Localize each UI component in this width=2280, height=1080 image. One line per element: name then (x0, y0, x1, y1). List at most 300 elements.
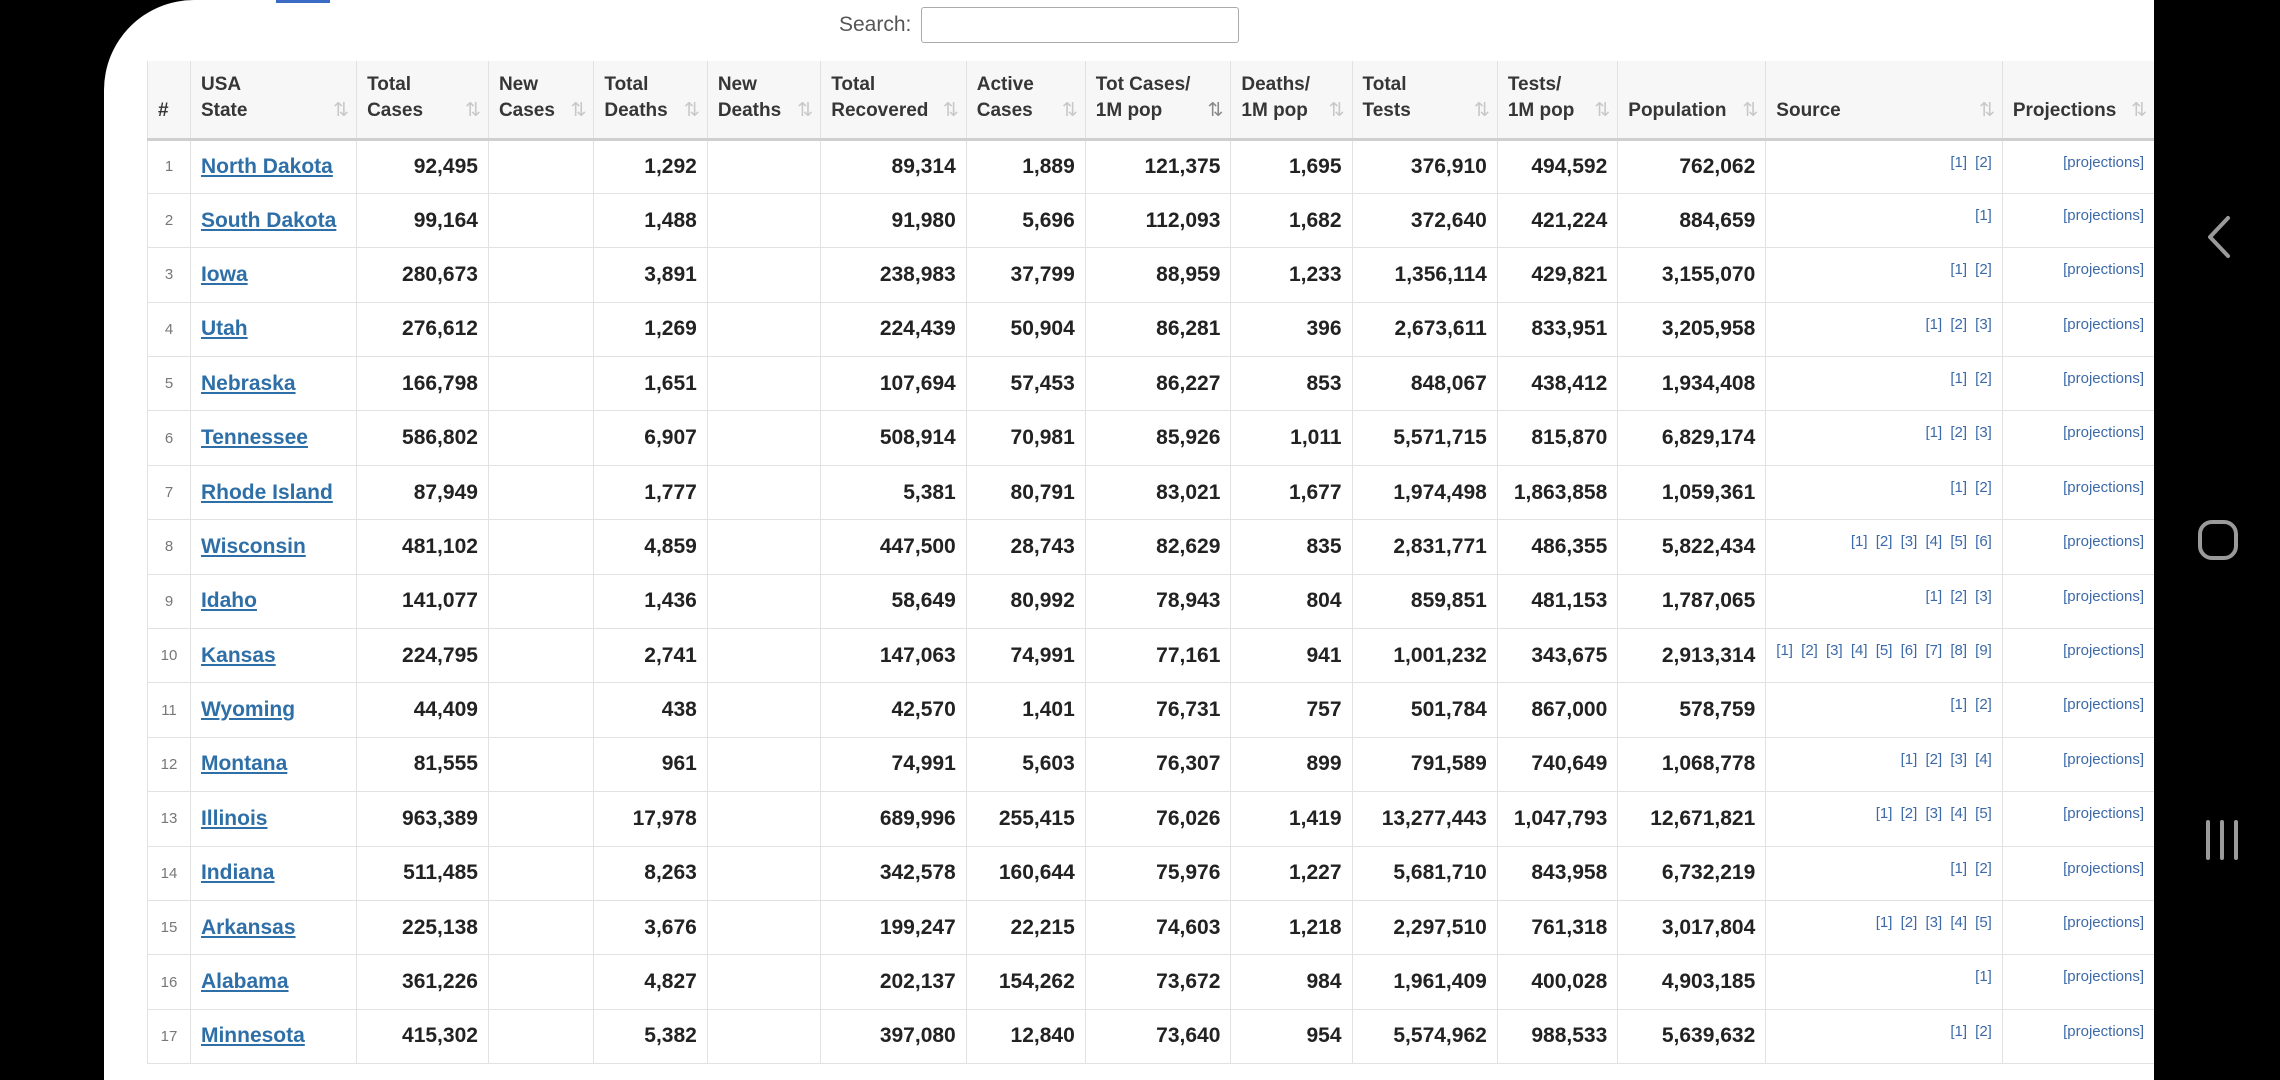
cell-cases-1m: 78,943 (1085, 574, 1231, 628)
cell-deaths: 3,891 (594, 248, 707, 302)
cell-deaths: 2,741 (594, 629, 707, 683)
column-header-line2: Deaths (604, 99, 668, 121)
source-cell (1766, 737, 2003, 791)
projections-cell (2002, 1009, 2154, 1063)
state-link[interactable]: Idaho (200, 589, 257, 613)
source-link[interactable]: [1] (1950, 478, 1967, 496)
column-header-tests-per-1m[interactable] (1497, 61, 1617, 139)
cell-deaths-1m: 396 (1231, 302, 1352, 356)
column-header-new-cases[interactable] (488, 61, 593, 139)
source-link[interactable]: [1] (1925, 424, 1943, 442)
column-header-line2: Source (1776, 99, 1841, 121)
projections-cell (2002, 574, 2154, 628)
sort-icon[interactable]: ⇅ (942, 99, 956, 121)
cell-tests: 1,961,409 (1352, 955, 1497, 1009)
column-header-total-deaths[interactable] (594, 61, 707, 139)
source-link[interactable]: [5] (1950, 533, 1967, 551)
cell-active: 50,904 (966, 302, 1085, 356)
projections-cell (2002, 139, 2154, 193)
cell-new-deaths (707, 465, 820, 519)
source-link[interactable]: [1] (1950, 370, 1967, 388)
state-cell (190, 248, 356, 302)
cell-tests-1m: 1,047,793 (1497, 792, 1617, 846)
state-link[interactable]: Illinois (200, 806, 268, 830)
column-header-line2: 1M pop (1507, 99, 1575, 121)
cell-active: 28,743 (966, 520, 1085, 574)
state-cell (190, 792, 356, 846)
cell-new-deaths (707, 846, 820, 900)
cell-deaths-1m: 835 (1231, 520, 1352, 574)
cell-cases: 87,949 (357, 465, 489, 519)
cell-cases-1m: 88,959 (1085, 248, 1231, 302)
source-link[interactable]: [8] (1950, 642, 1967, 660)
projections-cell (2002, 302, 2154, 356)
state-link[interactable]: Nebraska (200, 371, 296, 395)
source-link[interactable]: [3] (1900, 533, 1918, 551)
table-row (148, 955, 2155, 1009)
column-header-source[interactable] (1766, 61, 2003, 139)
table-row (148, 846, 2155, 900)
cell-deaths: 1,651 (594, 357, 707, 411)
sort-icon[interactable]: ⇅ (333, 99, 347, 121)
column-header-line1: Tests/ (1507, 73, 1562, 95)
source-link[interactable]: [1] (1950, 153, 1967, 171)
projections-link[interactable]: [projections] (2063, 805, 2144, 823)
cell-cases-1m: 85,926 (1085, 411, 1231, 465)
projections-link[interactable]: [projections] (2063, 424, 2144, 442)
projections-link[interactable]: [projections] (2063, 587, 2144, 605)
cell-tests: 501,784 (1352, 683, 1497, 737)
cell-tests: 1,001,232 (1352, 629, 1497, 683)
table-header (148, 61, 2155, 139)
cell-active: 255,415 (966, 792, 1085, 846)
state-link[interactable]: Indiana (200, 861, 275, 885)
source-link[interactable]: [4] (1850, 642, 1868, 660)
sort-icon[interactable]: ⇅ (1328, 99, 1342, 121)
source-link[interactable]: [1] (1875, 913, 1893, 931)
column-header-line2: 1M pop (1241, 99, 1308, 121)
source-cell (1766, 846, 2003, 900)
cell-cases-1m: 75,976 (1085, 846, 1231, 900)
projections-link[interactable]: [projections] (2063, 750, 2144, 768)
source-cell (1766, 302, 2003, 356)
projections-cell (2002, 193, 2154, 247)
row-index: 8 (148, 520, 191, 574)
cell-new-deaths (707, 357, 820, 411)
source-link[interactable]: [3] (1925, 913, 1943, 931)
cell-cases-1m: 121,375 (1085, 139, 1231, 193)
row-index: 4 (148, 302, 191, 356)
state-cell (190, 683, 356, 737)
cell-deaths-1m: 954 (1231, 1009, 1352, 1063)
cell-deaths-1m: 1,677 (1231, 465, 1352, 519)
cell-tests: 1,356,114 (1352, 248, 1497, 302)
projections-link[interactable]: [projections] (2063, 206, 2144, 224)
source-link[interactable]: [2] (1925, 750, 1943, 768)
cell-cases-1m: 73,672 (1085, 955, 1231, 1009)
back-icon[interactable] (2200, 212, 2240, 262)
cell-population: 1,068,778 (1618, 737, 1766, 791)
column-header-population[interactable] (1618, 61, 1766, 139)
cell-cases: 99,164 (357, 193, 489, 247)
state-link[interactable]: Rhode Island (200, 480, 333, 504)
cell-recovered: 91,980 (821, 193, 967, 247)
state-cell (190, 139, 356, 193)
source-link[interactable]: [3] (1826, 642, 1843, 660)
source-link[interactable]: [3] (1975, 424, 1992, 442)
cell-active: 74,991 (966, 629, 1085, 683)
state-cell (190, 465, 356, 519)
projections-cell (2002, 683, 2154, 737)
state-link[interactable]: Tennessee (200, 426, 308, 450)
cell-recovered: 508,914 (821, 411, 967, 465)
cell-new-cases (488, 139, 593, 193)
row-index: 5 (148, 357, 191, 411)
state-link[interactable]: North Dakota (200, 154, 333, 178)
source-link[interactable]: [3] (1950, 750, 1967, 768)
sort-icon[interactable]: ⇅ (1061, 99, 1075, 121)
cell-new-deaths (707, 411, 820, 465)
source-link[interactable]: [2] (1975, 478, 1992, 496)
source-link[interactable]: [2] (1950, 587, 1967, 605)
source-cell (1766, 955, 2003, 1009)
state-link[interactable]: Wisconsin (200, 534, 306, 558)
projections-cell (2002, 248, 2154, 302)
cell-deaths: 17,978 (594, 792, 707, 846)
cell-active: 80,992 (966, 574, 1085, 628)
source-link[interactable]: [1] (1975, 206, 1992, 224)
cell-tests: 372,640 (1352, 193, 1497, 247)
table-row (148, 737, 2155, 791)
sort-icon[interactable]: ⇅ (1978, 99, 1992, 121)
cell-cases-1m: 76,026 (1085, 792, 1231, 846)
source-link[interactable]: [6] (1900, 642, 1918, 660)
column-header-line2: Cases (367, 99, 424, 121)
cell-tests: 5,681,710 (1352, 846, 1497, 900)
source-link[interactable]: [2] (1975, 153, 1992, 171)
state-link[interactable]: Kansas (200, 643, 276, 667)
source-link[interactable]: [5] (1975, 805, 1992, 823)
source-link[interactable]: [1] (1925, 315, 1943, 333)
source-cell (1766, 1009, 2003, 1063)
row-index: 16 (148, 955, 191, 1009)
projections-link[interactable]: [projections] (2063, 370, 2144, 388)
source-link[interactable]: [1] (1776, 642, 1793, 660)
column-header-line1: Total (367, 73, 412, 95)
cell-recovered: 58,649 (821, 574, 967, 628)
cell-new-cases (488, 629, 593, 683)
sort-icon[interactable]: ⇅ (683, 99, 697, 121)
source-link[interactable]: [1] (1900, 750, 1918, 768)
source-link[interactable]: [1] (1975, 968, 1992, 986)
source-link[interactable]: [1] (1950, 696, 1967, 714)
state-link[interactable]: Iowa (200, 262, 248, 286)
source-link[interactable]: [2] (1975, 261, 1992, 279)
cell-cases: 511,485 (357, 846, 489, 900)
cell-cases: 963,389 (357, 792, 489, 846)
cell-cases-1m: 77,161 (1085, 629, 1231, 683)
cell-tests-1m: 843,958 (1497, 846, 1617, 900)
cell-deaths-1m: 1,695 (1231, 139, 1352, 193)
source-link[interactable]: [5] (1975, 913, 1992, 931)
cell-population: 1,059,361 (1618, 465, 1766, 519)
source-cell (1766, 248, 2003, 302)
cell-cases-1m: 83,021 (1085, 465, 1231, 519)
source-link[interactable]: [2] (1975, 370, 1992, 388)
cell-tests-1m: 486,355 (1497, 520, 1617, 574)
source-link[interactable]: [2] (1875, 533, 1893, 551)
search-bar (839, 5, 1239, 45)
source-link[interactable]: [4] (1925, 533, 1943, 551)
cell-cases-1m: 74,603 (1085, 900, 1231, 954)
cell-active: 1,401 (966, 683, 1085, 737)
source-link[interactable]: [1] (1950, 1022, 1967, 1040)
cell-tests-1m: 421,224 (1497, 193, 1617, 247)
projections-link[interactable]: [projections] (2063, 696, 2144, 714)
cell-population: 884,659 (1618, 193, 1766, 247)
cell-cases: 481,102 (357, 520, 489, 574)
column-header-line1: Total (831, 73, 876, 95)
state-cell (190, 411, 356, 465)
cell-cases-1m: 76,307 (1085, 737, 1231, 791)
source-link[interactable]: [2] (1950, 424, 1967, 442)
column-header-line2: Cases (976, 99, 1033, 121)
column-header-total-cases[interactable] (357, 61, 489, 139)
cell-cases: 44,409 (357, 683, 489, 737)
source-link[interactable]: [4] (1950, 913, 1967, 931)
state-link[interactable]: Arkansas (200, 915, 296, 939)
cell-recovered: 447,500 (821, 520, 967, 574)
source-link[interactable]: [1] (1850, 533, 1868, 551)
source-cell (1766, 900, 2003, 954)
source-link[interactable]: [3] (1975, 587, 1992, 605)
source-link[interactable]: [2] (1975, 859, 1992, 877)
cell-cases-1m: 82,629 (1085, 520, 1231, 574)
source-link[interactable]: [6] (1975, 533, 1992, 551)
cell-active: 70,981 (966, 411, 1085, 465)
table-row (148, 139, 2155, 193)
source-link[interactable]: [1] (1950, 261, 1967, 279)
cell-deaths: 5,382 (594, 1009, 707, 1063)
state-link[interactable]: Wyoming (200, 698, 296, 722)
cell-tests: 859,851 (1352, 574, 1497, 628)
projections-link[interactable]: [projections] (2063, 913, 2144, 931)
projections-link[interactable]: [projections] (2063, 533, 2144, 551)
cell-active: 5,603 (966, 737, 1085, 791)
sort-icon[interactable]: ⇅ (1594, 99, 1608, 121)
cell-new-deaths (707, 629, 820, 683)
cell-deaths-1m: 804 (1231, 574, 1352, 628)
cell-tests-1m: 400,028 (1497, 955, 1617, 1009)
cell-cases-1m: 86,227 (1085, 357, 1231, 411)
column-header-cases-per-1m[interactable] (1085, 61, 1231, 139)
source-cell (1766, 574, 2003, 628)
cell-tests-1m: 815,870 (1497, 411, 1617, 465)
source-link[interactable]: [2] (1975, 1022, 1992, 1040)
cell-new-cases (488, 737, 593, 791)
source-link[interactable]: [1] (1875, 805, 1893, 823)
source-link[interactable]: [5] (1875, 642, 1893, 660)
cell-population: 4,903,185 (1618, 955, 1766, 1009)
cell-cases-1m: 86,281 (1085, 302, 1231, 356)
home-icon[interactable] (2196, 518, 2240, 562)
sort-icon[interactable]: ⇅ (1207, 99, 1221, 121)
column-header-line1: Deaths/ (1241, 73, 1311, 95)
column-header-line1: # (158, 99, 169, 121)
cell-new-cases (488, 248, 593, 302)
state-link[interactable]: Utah (200, 317, 248, 341)
cell-new-deaths (707, 1009, 820, 1063)
cell-deaths: 438 (594, 683, 707, 737)
cell-cases-1m: 73,640 (1085, 1009, 1231, 1063)
cell-new-cases (488, 955, 593, 1009)
cell-recovered: 199,247 (821, 900, 967, 954)
recent-apps-icon[interactable] (2200, 818, 2244, 862)
source-link[interactable]: [2] (1801, 642, 1818, 660)
search-label: Search: (839, 13, 912, 36)
cell-deaths: 1,436 (594, 574, 707, 628)
cell-recovered: 107,694 (821, 357, 967, 411)
cell-deaths-1m: 941 (1231, 629, 1352, 683)
column-header-line2: State (200, 99, 248, 121)
state-cell (190, 520, 356, 574)
projections-link[interactable]: [projections] (2063, 642, 2144, 660)
state-link[interactable]: Alabama (200, 970, 289, 994)
source-link[interactable]: [2] (1900, 913, 1918, 931)
state-cell (190, 193, 356, 247)
sort-icon[interactable]: ⇅ (797, 99, 811, 121)
sort-icon[interactable]: ⇅ (465, 99, 478, 121)
cell-new-cases (488, 1009, 593, 1063)
cell-population: 1,934,408 (1618, 357, 1766, 411)
cell-tests: 5,571,715 (1352, 411, 1497, 465)
projections-link[interactable]: [projections] (2063, 1022, 2144, 1040)
cell-population: 2,913,314 (1618, 629, 1766, 683)
state-link[interactable]: Minnesota (200, 1024, 305, 1048)
source-link[interactable]: [4] (1950, 805, 1967, 823)
cell-new-cases (488, 465, 593, 519)
cell-new-deaths (707, 520, 820, 574)
cell-deaths: 4,859 (594, 520, 707, 574)
source-link[interactable]: [2] (1975, 696, 1992, 714)
column-header-deaths-per-1m[interactable] (1231, 61, 1352, 139)
cell-new-cases (488, 683, 593, 737)
cell-active: 37,799 (966, 248, 1085, 302)
projections-link[interactable]: [projections] (2063, 859, 2144, 877)
cell-new-cases (488, 574, 593, 628)
search-input[interactable] (921, 7, 1239, 43)
cell-deaths: 3,676 (594, 900, 707, 954)
source-link[interactable]: [4] (1975, 750, 1992, 768)
row-index: 1 (148, 139, 191, 193)
cell-new-cases (488, 792, 593, 846)
table-row (148, 629, 2155, 683)
cell-tests: 791,589 (1352, 737, 1497, 791)
cell-tests-1m: 438,412 (1497, 357, 1617, 411)
active-tab-indicator (276, 0, 330, 3)
projections-cell (2002, 955, 2154, 1009)
projections-link[interactable]: [projections] (2063, 478, 2144, 496)
column-header-line2: Tests (1362, 99, 1411, 121)
cell-tests-1m: 761,318 (1497, 900, 1617, 954)
cell-tests: 1,974,498 (1352, 465, 1497, 519)
column-header-total-tests[interactable] (1352, 61, 1497, 139)
projections-cell (2002, 520, 2154, 574)
cell-recovered: 89,314 (821, 139, 967, 193)
cell-population: 5,822,434 (1618, 520, 1766, 574)
sort-icon[interactable]: ⇅ (570, 99, 584, 121)
projections-link[interactable]: [projections] (2063, 261, 2144, 279)
cell-new-deaths (707, 248, 820, 302)
cell-active: 160,644 (966, 846, 1085, 900)
cell-deaths: 1,269 (594, 302, 707, 356)
sort-icon[interactable]: ⇅ (1473, 99, 1487, 121)
cell-deaths-1m: 1,218 (1231, 900, 1352, 954)
source-cell (1766, 357, 2003, 411)
column-header-line2: Deaths (717, 99, 782, 121)
source-link[interactable]: [7] (1925, 642, 1943, 660)
row-index: 11 (148, 683, 191, 737)
source-cell (1766, 629, 2003, 683)
cell-cases: 280,673 (357, 248, 489, 302)
state-cell (190, 302, 356, 356)
column-header-line2: Cases (498, 99, 555, 121)
projections-link[interactable]: [projections] (2063, 315, 2144, 333)
cell-new-deaths (707, 737, 820, 791)
cell-population: 3,205,958 (1618, 302, 1766, 356)
source-cell (1766, 520, 2003, 574)
state-link[interactable]: South Dakota (200, 208, 337, 232)
state-cell (190, 900, 356, 954)
source-link[interactable]: [1] (1950, 859, 1967, 877)
cell-population: 3,017,804 (1618, 900, 1766, 954)
cell-active: 57,453 (966, 357, 1085, 411)
projections-link[interactable]: [projections] (2063, 968, 2144, 986)
state-cell (190, 1009, 356, 1063)
column-header-projections[interactable] (2002, 61, 2154, 139)
cell-active: 12,840 (966, 1009, 1085, 1063)
state-link[interactable]: Montana (200, 752, 288, 776)
column-header-state[interactable] (190, 61, 356, 139)
cell-deaths: 8,263 (594, 846, 707, 900)
row-index: 2 (148, 193, 191, 247)
cell-deaths-1m: 757 (1231, 683, 1352, 737)
sort-icon[interactable]: ⇅ (1742, 99, 1756, 121)
column-header-total-recovered[interactable] (821, 61, 967, 139)
cell-new-deaths (707, 683, 820, 737)
cell-new-deaths (707, 193, 820, 247)
column-header-line1: Active (976, 73, 1034, 95)
sort-icon[interactable]: ⇅ (2131, 99, 2144, 121)
column-header-active-cases[interactable] (966, 61, 1085, 139)
column-header-line2: 1M pop (1095, 99, 1163, 121)
cell-recovered: 202,137 (821, 955, 967, 1009)
source-link[interactable]: [1] (1925, 587, 1943, 605)
source-link[interactable]: [9] (1975, 642, 1992, 660)
column-header-new-deaths[interactable] (707, 61, 820, 139)
source-link[interactable]: [3] (1975, 315, 1992, 333)
source-link[interactable]: [3] (1925, 805, 1943, 823)
source-link[interactable]: [2] (1900, 805, 1918, 823)
projections-link[interactable]: [projections] (2063, 153, 2144, 171)
cell-deaths-1m: 853 (1231, 357, 1352, 411)
cell-new-deaths (707, 900, 820, 954)
cell-new-cases (488, 846, 593, 900)
source-link[interactable]: [2] (1950, 315, 1967, 333)
cell-new-deaths (707, 302, 820, 356)
column-header-index[interactable] (148, 61, 191, 139)
column-header-line1: Total (604, 73, 649, 95)
